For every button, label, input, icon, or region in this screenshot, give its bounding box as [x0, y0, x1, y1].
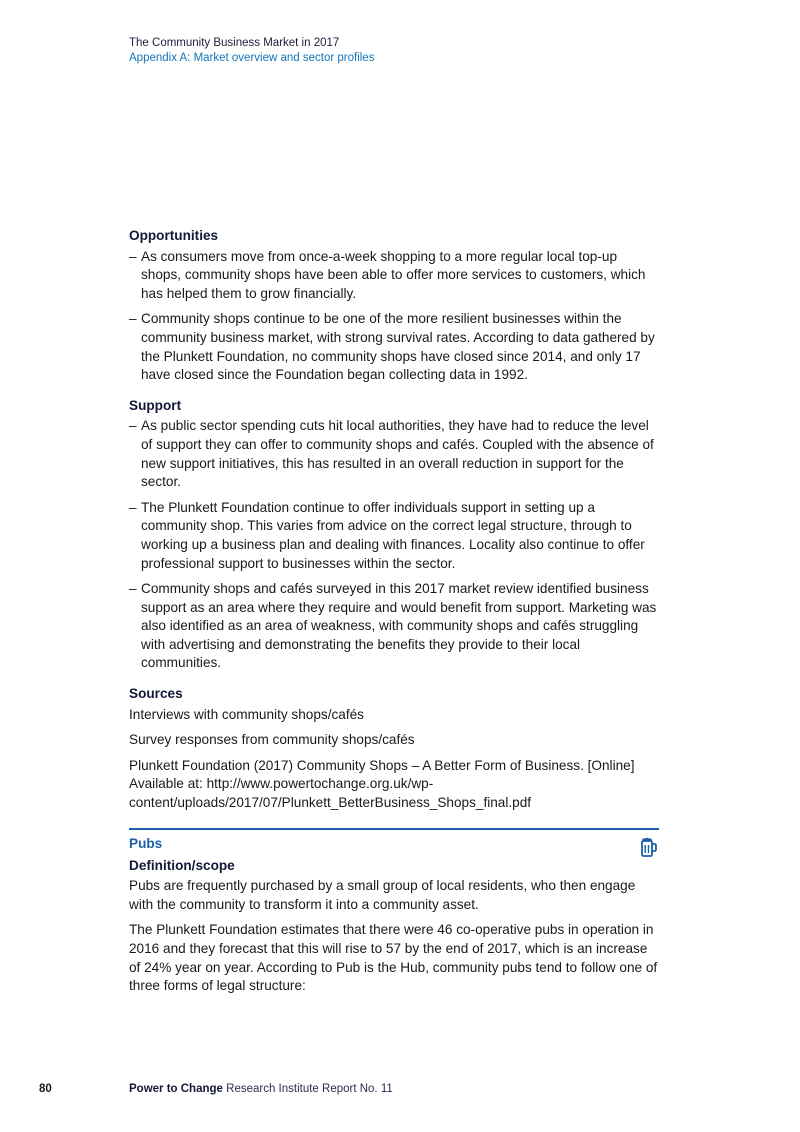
list-item: – As public sector spending cuts hit local authorities, they have had to reduce the level of support they can offer to community shops and cafés. Coupled with the absence of new support initiatives, this has resulted in an overall reduction in support for the sector.	[129, 417, 659, 491]
support-section	[129, 397, 659, 673]
footer-report: Research Institute Report No. 11	[222, 1083, 393, 1095]
beer-mug-icon	[639, 837, 657, 857]
opportunities-section	[129, 227, 659, 385]
page-number: 80	[39, 1083, 52, 1095]
pubs-paragraph: Pubs are frequently purchased by a small group of local residents, who then engage with the community to transform it into a community asset.	[129, 878, 636, 912]
pubs-header	[129, 835, 659, 857]
footer-credit	[129, 1083, 393, 1095]
document-subtitle: Appendix A: Market overview and sector profiles	[129, 52, 375, 64]
list-item: – As consumers move from once-a-week shopping to a more regular local top-up shops, community shops have been able to offer more services to customers, which has helped them to grow financially.	[129, 248, 659, 304]
sources-section	[129, 685, 659, 813]
list-item: – Community shops continue to be one of the more resilient businesses within the community business market, with strong survival rates. According to data gathered by the Plunkett Foundation, no community shops have closed since 2014, and only 17 have closed since the Foundation began collecting data in 1992.	[129, 310, 659, 384]
source-item: Survey responses from community shops/cafés	[129, 732, 415, 748]
support-list	[129, 417, 659, 673]
pubs-paragraph: The Plunkett Foundation estimates that there were 46 co-operative pubs in operation in 2016 and they forecast that this will rise to 57 by the end of 2017, which is an increase of 24% year on year. According to Pub is the Hub, community pubs tend to follow one of three forms of legal structure:	[129, 922, 658, 994]
list-item: – Community shops and cafés surveyed in this 2017 market review identified business support as an area where they require and would benefit from support. Marketing was also identified as an area of weakness, with community shops and cafés struggling with advertising and demonstrating the benefits they provide to their local communities.	[129, 580, 659, 673]
document-title: The Community Business Market in 2017	[129, 37, 340, 49]
sources-heading: Sources	[129, 686, 183, 702]
source-item: Plunkett Foundation (2017) Community Shops – A Better Form of Business. [Online] Available at: http://www.powertochange.org.uk/wp-content/uploads/2017/07/Plunkett_BetterBusiness_Shops_final.pdf	[129, 757, 635, 811]
main-content	[129, 227, 659, 1003]
definition-heading: Definition/scope	[129, 857, 235, 873]
running-header	[129, 36, 374, 66]
section-divider	[129, 828, 659, 830]
footer-brand: Power to Change	[129, 1083, 223, 1095]
opportunities-list	[129, 248, 659, 385]
opportunities-heading: Opportunities	[129, 228, 219, 243]
source-item: Interviews with community shops/cafés	[129, 706, 364, 722]
pubs-title: Pubs	[129, 835, 163, 851]
support-heading: Support	[129, 397, 182, 413]
list-item: – The Plunkett Foundation continue to offer individuals support in setting up a community shop. This varies from advice on the correct legal structure, through to working up a business plan and dealing with finances. Locality also continue to offer professional support to businesses within the sector.	[129, 499, 659, 573]
